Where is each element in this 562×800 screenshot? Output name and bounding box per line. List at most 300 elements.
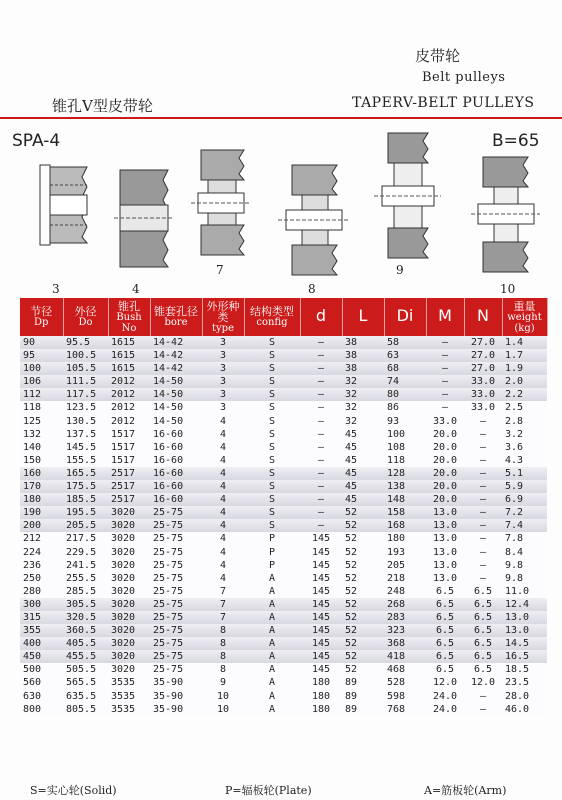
table-cell: 6.5 <box>426 611 464 624</box>
table-cell: 52 <box>342 585 384 598</box>
diagram-label: 7 <box>216 263 224 277</box>
table-row <box>20 624 547 637</box>
table-cell: – <box>426 362 464 375</box>
table-cell: 598 <box>384 690 426 703</box>
table-cell: 52 <box>342 611 384 624</box>
col-header-m: M <box>426 298 464 336</box>
table-cell: 45 <box>342 467 384 480</box>
table-cell: 7.4 <box>502 519 547 532</box>
belt-width: B=65 <box>492 131 540 151</box>
table-cell: 2012 <box>108 401 150 414</box>
table-cell: 89 <box>342 703 384 716</box>
table-cell: 20.0 <box>426 467 464 480</box>
table-cell: 180 <box>20 493 63 506</box>
table-row <box>20 493 547 506</box>
table-cell: 3 <box>202 388 244 401</box>
table-cell: 1.4 <box>502 336 547 349</box>
table-cell: 1517 <box>108 441 150 454</box>
table-cell: 3020 <box>108 532 150 545</box>
table-cell: 33.0 <box>426 415 464 428</box>
col-header-do: 外径 Do <box>63 298 108 336</box>
table-cell: 1517 <box>108 454 150 467</box>
table-cell: 505.5 <box>63 663 108 676</box>
table-cell: 6.5 <box>426 585 464 598</box>
table-cell: 418 <box>384 650 426 663</box>
table-cell: 16-60 <box>150 441 202 454</box>
table-cell: 12.4 <box>502 598 547 611</box>
table-cell: – <box>464 690 502 703</box>
table-cell: 20.0 <box>426 441 464 454</box>
pulley-spec-table <box>20 298 548 716</box>
table-cell: – <box>426 349 464 362</box>
table-cell: 5.1 <box>502 467 547 480</box>
table-cell: 6.5 <box>464 663 502 676</box>
table-cell: 14-50 <box>150 388 202 401</box>
table-cell: 52 <box>342 650 384 663</box>
table-cell: A <box>244 585 300 598</box>
table-cell: 24.0 <box>426 703 464 716</box>
table-row <box>20 663 547 676</box>
table-cell: 241.5 <box>63 559 108 572</box>
table-cell: 3020 <box>108 519 150 532</box>
table-cell: A <box>244 598 300 611</box>
table-cell: 5.9 <box>502 480 547 493</box>
table-cell: 25-75 <box>150 650 202 663</box>
table-cell: 13.0 <box>426 532 464 545</box>
col-header-n: N <box>464 298 502 336</box>
table-cell: S <box>244 467 300 480</box>
table-row <box>20 611 547 624</box>
col-header-bush: 锥孔 Bush No <box>108 298 150 336</box>
solid-pulley-type-4-icon <box>108 155 178 280</box>
table-cell: 100.5 <box>63 349 108 362</box>
table-cell: 6.5 <box>426 663 464 676</box>
table-cell: – <box>300 519 342 532</box>
table-cell: 58 <box>384 336 426 349</box>
table-row <box>20 441 547 454</box>
table-cell: 14-50 <box>150 375 202 388</box>
table-cell: 111.5 <box>63 375 108 388</box>
table-cell: 25-75 <box>150 598 202 611</box>
table-cell: 38 <box>342 362 384 375</box>
section-subtitle-en: TAPERV-BELT PULLEYS <box>352 95 535 111</box>
table-cell: 145 <box>300 637 342 650</box>
table-cell: 14-42 <box>150 349 202 362</box>
table-cell: A <box>244 611 300 624</box>
table-row <box>20 690 547 703</box>
table-cell: 630 <box>20 690 63 703</box>
col-header-bore: 锥套孔径 bore <box>150 298 202 336</box>
table-row <box>20 598 547 611</box>
table-cell: 500 <box>20 663 63 676</box>
table-cell: 2517 <box>108 467 150 480</box>
table-cell: 4 <box>202 454 244 467</box>
table-cell: 45 <box>342 428 384 441</box>
col-header-weight: 重量 weight (kg) <box>502 298 547 336</box>
table-cell: 93 <box>384 415 426 428</box>
table-cell: S <box>244 506 300 519</box>
legend-solid: S=实心轮(Solid) <box>30 784 117 797</box>
table-cell: 2.0 <box>502 375 547 388</box>
table-cell: – <box>300 336 342 349</box>
legend-plate: P=辐板轮(Plate) <box>225 784 312 797</box>
table-cell: 13.0 <box>426 506 464 519</box>
table-cell: 4 <box>202 532 244 545</box>
table-cell: 170 <box>20 480 63 493</box>
table-cell: 805.5 <box>63 703 108 716</box>
table-cell: 3535 <box>108 676 150 689</box>
table-cell: 1615 <box>108 362 150 375</box>
table-cell: – <box>464 415 502 428</box>
table-cell: 145 <box>300 663 342 676</box>
table-cell: 105.5 <box>63 362 108 375</box>
table-cell: A <box>244 663 300 676</box>
table-row <box>20 532 547 545</box>
table-cell: 468 <box>384 663 426 676</box>
table-cell: 4 <box>202 519 244 532</box>
table-cell: 24.0 <box>426 690 464 703</box>
table-cell: S <box>244 519 300 532</box>
table-cell: 14-50 <box>150 415 202 428</box>
table-cell: 2517 <box>108 480 150 493</box>
table-row <box>20 572 547 585</box>
table-body <box>20 336 547 716</box>
table-cell: 3020 <box>108 598 150 611</box>
table-cell: 117.5 <box>63 388 108 401</box>
table-row <box>20 349 547 362</box>
table-cell: 118 <box>20 401 63 414</box>
table-cell: 3 <box>202 362 244 375</box>
table-cell: 33.0 <box>464 388 502 401</box>
table-cell: 3535 <box>108 703 150 716</box>
table-cell: 7 <box>202 598 244 611</box>
table-cell: 1615 <box>108 336 150 349</box>
table-cell: – <box>300 349 342 362</box>
table-cell: 125 <box>20 415 63 428</box>
table-cell: 9.8 <box>502 559 547 572</box>
table-cell: 137.5 <box>63 428 108 441</box>
table-cell: 33.0 <box>464 375 502 388</box>
table-cell: 1615 <box>108 349 150 362</box>
table-cell: 16-60 <box>150 454 202 467</box>
table-cell: 280 <box>20 585 63 598</box>
table-cell: 3020 <box>108 572 150 585</box>
table-cell: 2.5 <box>502 401 547 414</box>
table-cell: 45 <box>342 493 384 506</box>
table-cell: 1517 <box>108 428 150 441</box>
table-cell: 28.0 <box>502 690 547 703</box>
table-cell: A <box>244 676 300 689</box>
table-cell: 130.5 <box>63 415 108 428</box>
table-cell: – <box>300 375 342 388</box>
table-cell: 33.0 <box>464 401 502 414</box>
table-cell: 3 <box>202 401 244 414</box>
table-cell: 4 <box>202 559 244 572</box>
table-row <box>20 388 547 401</box>
table-cell: S <box>244 428 300 441</box>
table-cell: 100 <box>384 428 426 441</box>
table-cell: 6.5 <box>464 598 502 611</box>
table-cell: 7 <box>202 585 244 598</box>
table-cell: 68 <box>384 362 426 375</box>
table-cell: 4.3 <box>502 454 547 467</box>
table-cell: – <box>300 441 342 454</box>
table-cell: 52 <box>342 572 384 585</box>
table-cell: S <box>244 480 300 493</box>
table-cell: – <box>300 480 342 493</box>
table-cell: 355 <box>20 624 63 637</box>
table-cell: – <box>300 428 342 441</box>
table-cell: 217.5 <box>63 532 108 545</box>
table-cell: 2012 <box>108 375 150 388</box>
table-cell: 10 <box>202 690 244 703</box>
table-cell: S <box>244 388 300 401</box>
table-cell: 52 <box>342 546 384 559</box>
table-cell: 10 <box>202 703 244 716</box>
table-cell: 8 <box>202 624 244 637</box>
table-cell: 4 <box>202 493 244 506</box>
table-cell: 255.5 <box>63 572 108 585</box>
table-cell: 450 <box>20 650 63 663</box>
table-cell: 800 <box>20 703 63 716</box>
table-cell: 63 <box>384 349 426 362</box>
table-cell: 6.5 <box>426 650 464 663</box>
table-cell: S <box>244 415 300 428</box>
table-cell: 25-75 <box>150 585 202 598</box>
table-cell: 32 <box>342 415 384 428</box>
table-cell: 100 <box>20 362 63 375</box>
table-cell: – <box>426 401 464 414</box>
table-cell: 565.5 <box>63 676 108 689</box>
table-cell: 25-75 <box>150 663 202 676</box>
table-cell: 205 <box>384 559 426 572</box>
table-row <box>20 415 547 428</box>
table-cell: 180 <box>384 532 426 545</box>
table-cell: 145 <box>300 650 342 663</box>
table-cell: 7.8 <box>502 532 547 545</box>
table-cell: 13.0 <box>426 519 464 532</box>
table-cell: 25-75 <box>150 559 202 572</box>
col-header-d: d <box>300 298 342 336</box>
table-cell: 185.5 <box>63 493 108 506</box>
catalog-title-cn: 皮带轮 <box>415 47 461 65</box>
table-cell: S <box>244 401 300 414</box>
table-cell: 27.0 <box>464 362 502 375</box>
table-cell: 108 <box>384 441 426 454</box>
table-cell: A <box>244 650 300 663</box>
plate-pulley-type-8-icon <box>272 160 352 280</box>
table-cell: 1.7 <box>502 349 547 362</box>
table-cell: 224 <box>20 546 63 559</box>
table-row <box>20 480 547 493</box>
table-cell: 4 <box>202 441 244 454</box>
legend-arm: A=筋板轮(Arm) <box>424 784 507 797</box>
table-cell: A <box>244 703 300 716</box>
table-cell: 128 <box>384 467 426 480</box>
table-cell: 7.2 <box>502 506 547 519</box>
table-cell: 13.0 <box>426 546 464 559</box>
table-cell: 145 <box>300 532 342 545</box>
table-cell: 250 <box>20 572 63 585</box>
table-cell: 7 <box>202 611 244 624</box>
table-cell: 6.5 <box>464 650 502 663</box>
table-cell: – <box>464 493 502 506</box>
table-cell: 38 <box>342 349 384 362</box>
table-cell: 13.0 <box>502 611 547 624</box>
table-cell: 2012 <box>108 388 150 401</box>
table-cell: 32 <box>342 375 384 388</box>
table-cell: 3 <box>202 336 244 349</box>
table-cell: 16-60 <box>150 467 202 480</box>
table-cell: – <box>464 428 502 441</box>
table-cell: 25-75 <box>150 546 202 559</box>
table-cell: 8 <box>202 650 244 663</box>
diagram-label: 10 <box>500 282 516 296</box>
table-cell: 52 <box>342 598 384 611</box>
table-cell: – <box>464 703 502 716</box>
table-cell: 4 <box>202 480 244 493</box>
table-cell: 145 <box>300 572 342 585</box>
table-cell: 32 <box>342 401 384 414</box>
table-cell: 25-75 <box>150 519 202 532</box>
table-header-row <box>20 298 547 336</box>
table-cell: 148 <box>384 493 426 506</box>
table-cell: 25-75 <box>150 637 202 650</box>
table-cell: 3.6 <box>502 441 547 454</box>
table-cell: 323 <box>384 624 426 637</box>
table-cell: 180 <box>300 690 342 703</box>
table-cell: 3020 <box>108 546 150 559</box>
table-cell: 160 <box>20 467 63 480</box>
table-cell: S <box>244 375 300 388</box>
table-cell: S <box>244 493 300 506</box>
table-cell: 3020 <box>108 559 150 572</box>
table-cell: 86 <box>384 401 426 414</box>
table-cell: – <box>426 388 464 401</box>
table-cell: 300 <box>20 598 63 611</box>
table-cell: 23.5 <box>502 676 547 689</box>
table-cell: 6.9 <box>502 493 547 506</box>
table-cell: – <box>300 388 342 401</box>
table-row <box>20 401 547 414</box>
table-cell: 52 <box>342 637 384 650</box>
table-cell: 6.5 <box>426 598 464 611</box>
table-cell: 3020 <box>108 611 150 624</box>
table-cell: 6.5 <box>426 637 464 650</box>
table-cell: 46.0 <box>502 703 547 716</box>
table-cell: 305.5 <box>63 598 108 611</box>
table-cell: 3020 <box>108 585 150 598</box>
table-cell: 18.5 <box>502 663 547 676</box>
legend <box>0 778 562 800</box>
table-row <box>20 454 547 467</box>
table-cell: 52 <box>342 559 384 572</box>
diagram-label: 3 <box>52 282 60 296</box>
table-cell: 4 <box>202 467 244 480</box>
table-row <box>20 506 547 519</box>
table-cell: 3 <box>202 349 244 362</box>
table-cell: 27.0 <box>464 336 502 349</box>
table-cell: – <box>464 559 502 572</box>
table-cell: 38 <box>342 336 384 349</box>
table-cell: 193 <box>384 546 426 559</box>
table-cell: 112 <box>20 388 63 401</box>
catalog-title-en: Belt pulleys <box>422 70 506 85</box>
table-cell: 3020 <box>108 624 150 637</box>
table-cell: 268 <box>384 598 426 611</box>
diagram-label: 4 <box>132 282 140 296</box>
table-cell: 2517 <box>108 493 150 506</box>
table-cell: 27.0 <box>464 349 502 362</box>
table-cell: 145.5 <box>63 441 108 454</box>
table-cell: 52 <box>342 519 384 532</box>
table-cell: 6.5 <box>426 624 464 637</box>
table-cell: 4 <box>202 415 244 428</box>
table-cell: 205.5 <box>63 519 108 532</box>
table-cell: 25-75 <box>150 572 202 585</box>
table-cell: 80 <box>384 388 426 401</box>
table-cell: S <box>244 362 300 375</box>
table-cell: 9.8 <box>502 572 547 585</box>
table-cell: – <box>300 415 342 428</box>
table-row <box>20 362 547 375</box>
table-cell: 20.0 <box>426 454 464 467</box>
table-cell: 236 <box>20 559 63 572</box>
table-cell: 320.5 <box>63 611 108 624</box>
table-cell: 14-50 <box>150 401 202 414</box>
table-cell: A <box>244 637 300 650</box>
table-cell: 25-75 <box>150 506 202 519</box>
table-cell: A <box>244 572 300 585</box>
table-cell: 89 <box>342 676 384 689</box>
table-cell: 3020 <box>108 506 150 519</box>
table-cell: 200 <box>20 519 63 532</box>
table-cell: 218 <box>384 572 426 585</box>
table-cell: 2.8 <box>502 415 547 428</box>
table-cell: 106 <box>20 375 63 388</box>
table-cell: – <box>464 519 502 532</box>
table-cell: 13.0 <box>426 572 464 585</box>
table-cell: 405.5 <box>63 637 108 650</box>
table-cell: – <box>464 506 502 519</box>
col-header-di: Di <box>384 298 426 336</box>
table-cell: 8 <box>202 663 244 676</box>
table-cell: 560 <box>20 676 63 689</box>
table-cell: 95 <box>20 349 63 362</box>
table-row <box>20 519 547 532</box>
table-cell: P <box>244 546 300 559</box>
table-cell: 248 <box>384 585 426 598</box>
arm-pulley-type-10-icon <box>468 152 543 277</box>
plate-pulley-type-7-icon <box>186 145 256 260</box>
table-cell: 52 <box>342 663 384 676</box>
table-cell: 2.2 <box>502 388 547 401</box>
col-header-type: 外形种类 type <box>202 298 244 336</box>
table-cell: 20.0 <box>426 480 464 493</box>
table-row <box>20 428 547 441</box>
table-cell: 195.5 <box>63 506 108 519</box>
table-cell: – <box>426 336 464 349</box>
table-cell: 285.5 <box>63 585 108 598</box>
table-cell: 90 <box>20 336 63 349</box>
table-cell: – <box>426 375 464 388</box>
table-row <box>20 336 547 349</box>
table-cell: 35-90 <box>150 703 202 716</box>
table-cell: 212 <box>20 532 63 545</box>
table-cell: 145 <box>300 598 342 611</box>
table-cell: A <box>244 624 300 637</box>
table-cell: 35-90 <box>150 676 202 689</box>
